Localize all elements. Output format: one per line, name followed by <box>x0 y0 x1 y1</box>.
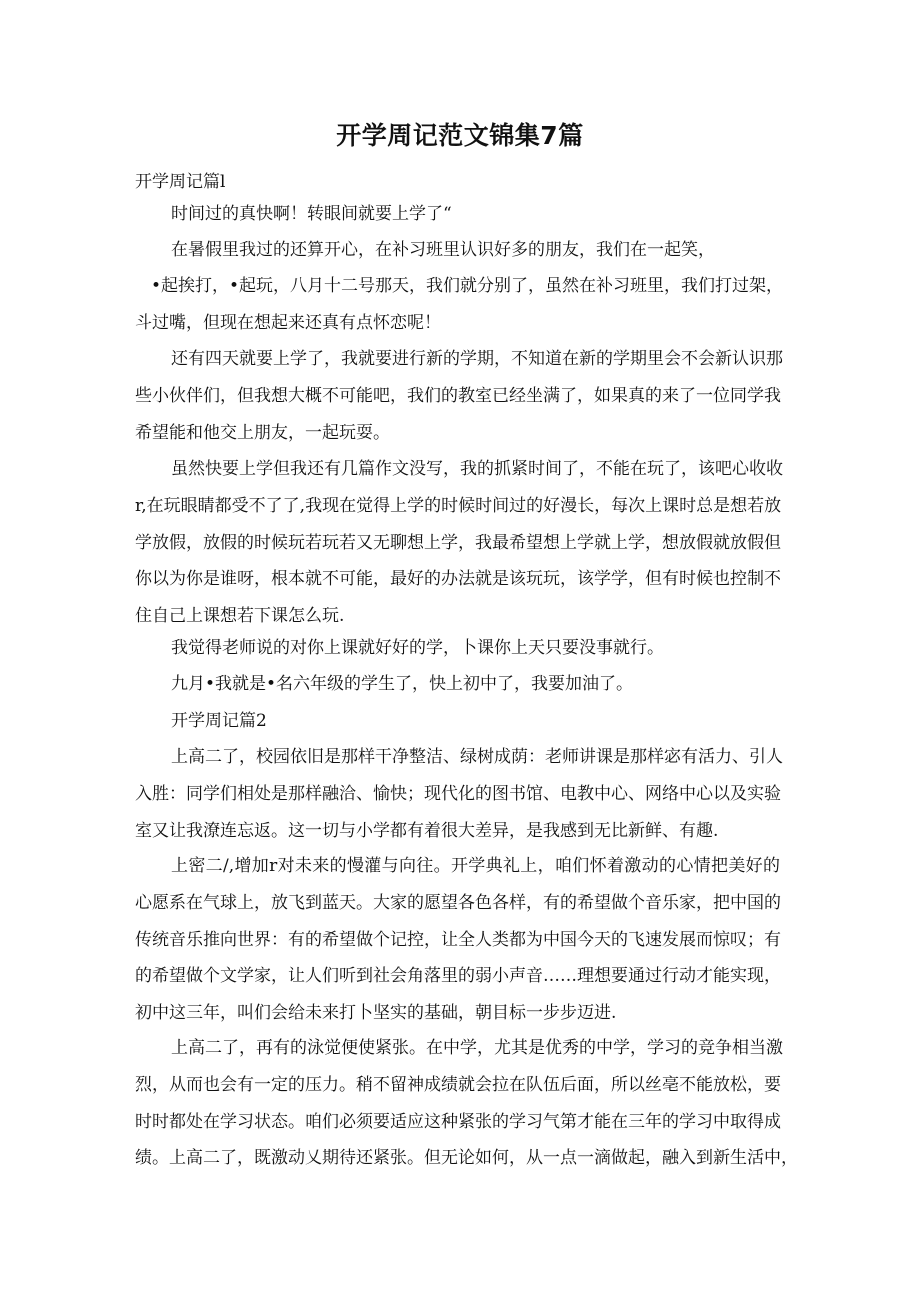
paragraph <box>135 739 783 849</box>
paragraph-line: 我觉得老师说的对你上课就好好的学，卜课你上天只要没事就行。 <box>171 638 664 658</box>
paragraph-line: 的希望做个文学家，让人们听到社会角落里的弱小声音……理想要通过行动才能实现， <box>135 966 781 987</box>
paragraph <box>135 196 780 233</box>
document-title: 开学周记范文锦集7篇 <box>336 121 584 150</box>
paragraph-line: 你以为你是谁呀，根本就不可能，最好的办法就是该玩玩，该学学，但有时候也控制不 <box>135 569 781 590</box>
paragraph-line: 住自己上课想若下课怎么玩. <box>135 606 345 627</box>
paragraph <box>135 630 780 667</box>
paragraph-line: 初中这三年，叫们会给未来打卜坚实的基础，朝目标一步步迈进. <box>135 1003 617 1024</box>
paragraph-line: 还有四天就要上学了，我就要进行新的学期，不知道在新的学期里会不会新认识那 <box>171 349 783 369</box>
paragraph <box>135 848 780 1032</box>
paragraph <box>135 1030 798 1177</box>
section-heading-2: 开学周记篇2 <box>171 711 267 731</box>
paragraph-line: 时间过的真快啊！转眼间就要上学了“ <box>171 204 452 224</box>
paragraph-line: 烈，从而也会有一定的压力。稍不留神成绩就会拉在队伍后面，所以丝亳不能放松，要 <box>135 1074 781 1095</box>
paragraph-line: 斗过嘴，但现在想起来还真有点怀恋呢！ <box>135 312 441 333</box>
paragraph-line: 上密二/,增加r对未来的慢灌与向往。开学典礼上，咱们怀着激动的心情把美好的 <box>171 856 780 876</box>
paragraph <box>135 268 784 342</box>
paragraph-line: 心愿系在气球上，放飞到蓝天。大家的愿望各色各样，有的希望做个音乐家，把中国的 <box>135 892 781 913</box>
paragraph <box>135 232 780 269</box>
paragraph-line: •起挨打，•起玩，八月十二号那天，我们就分别了，虽然在补习班里，我们打过架， <box>151 276 784 296</box>
paragraph-line: 传统音乐推向世界：有的希望做个记控，让全人类都为中国今天的飞速发展而惊叹；有 <box>135 929 781 950</box>
paragraph-line: 在暑假里我过的还算开心，在补习班里认识好多的朋友，我们在一起笑， <box>171 240 715 260</box>
paragraph <box>135 666 780 703</box>
paragraph-line: 入胜：同学们相处是那样融洽、愉快；现代化的图书馆、电教中心、网络中心以及实验 <box>135 783 781 804</box>
paragraph <box>135 341 783 451</box>
paragraph-line: r,在玩眼睛都受不了了,我现在觉得上学的时候时间过的好漫长，每次上课时总是想若放 <box>135 495 782 516</box>
paragraph-line: 上高二了，再有的泳觉便使紧张。在中学，尤其是优秀的中学，学习的竞争相当激 <box>171 1038 783 1058</box>
paragraph-line: 室又让我潦连忘返。这一切与小学都有着很大差异，是我感到无比新鲜、有趣. <box>135 820 719 841</box>
paragraph-line: 绩。上高二了，既激动乂期待还紧张。但无论如何，从一点一滴做起，融入到新生活中， <box>135 1148 798 1169</box>
paragraph <box>135 451 783 635</box>
paragraph-line: 时时都处在学习状态。咱们必须要适应这种紧张的学习气第才能在三年的学习中取得成 <box>135 1111 781 1132</box>
paragraph-line: 九月•我就是•名六年级的学生了，快上初中了，我要加油了。 <box>171 674 634 694</box>
paragraph-line: 希望能和他交上朋友，一起玩耍。 <box>135 422 390 443</box>
paragraph-line: 虽然快要上学但我还有几篇作文没写，我的抓紧时间了，不能在玩了，该吧心收收 <box>171 459 783 479</box>
paragraph-line: 学放假，放假的时候玩若玩若又无聊想上学，我最希望想上学就上学，想放假就放假但 <box>135 532 781 553</box>
paragraph-line: 些小伙伴们，但我想大概不可能吧，我们的教室已经坐满了，如果真的来了一位同学我 <box>135 385 781 406</box>
section-heading-1: 开学周记篇l <box>135 172 226 192</box>
paragraph-line: 上高二了，校园依旧是那样干净整洁、绿树成荫：老师讲课是那样宓有活力、引人 <box>171 747 783 767</box>
